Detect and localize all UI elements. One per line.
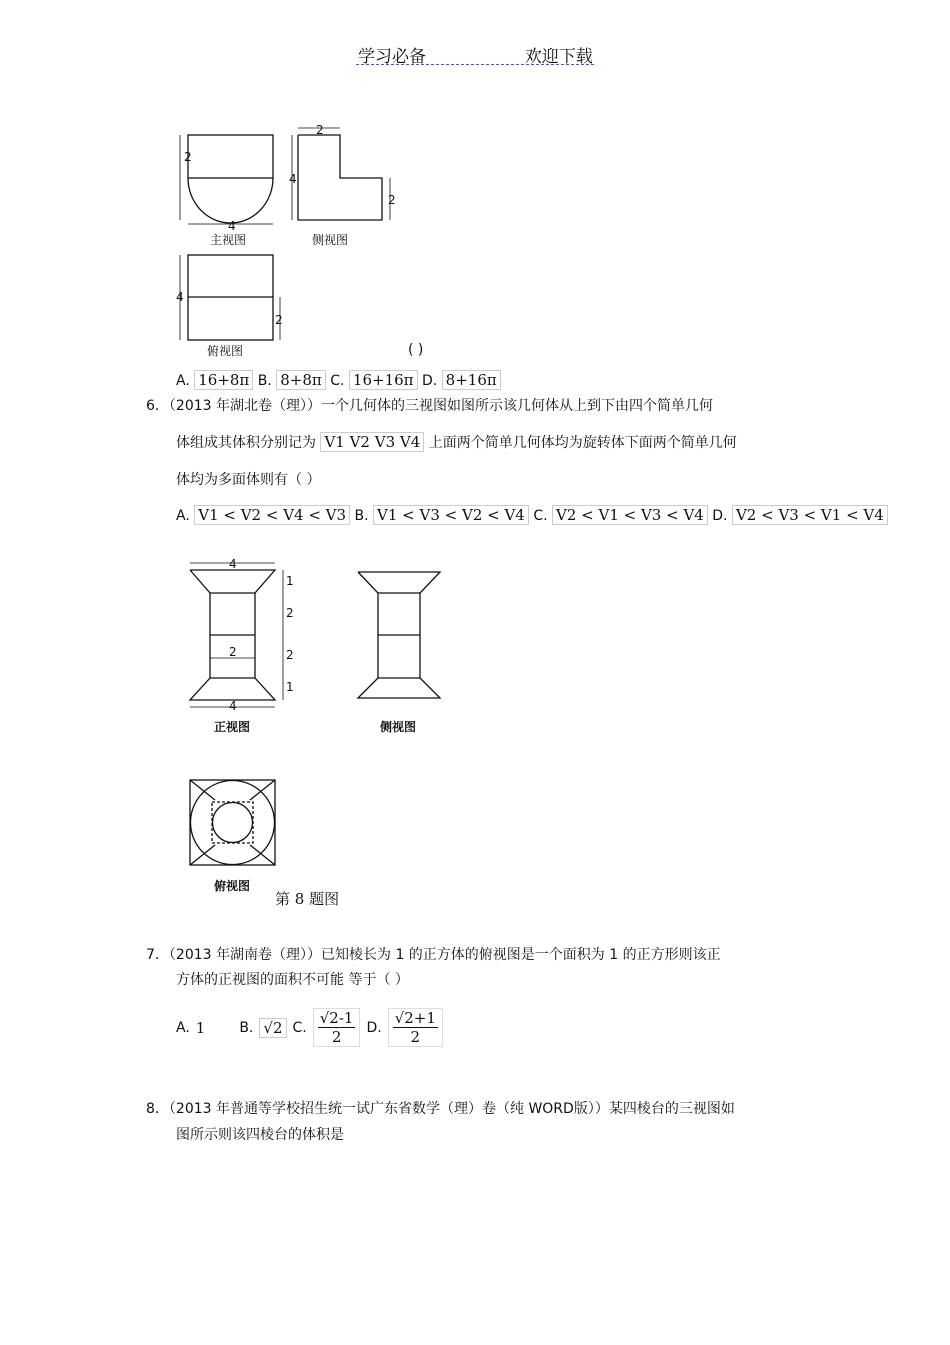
option-a-label: A. — [176, 373, 190, 389]
option-b-label: B. — [239, 1019, 254, 1036]
header-right-text: 欢迎下载 — [524, 47, 593, 67]
q6-options — [176, 505, 888, 525]
figure-caption: 第 8 题图 — [275, 890, 340, 908]
q6-line2-pre: 体组成其体积分别记为 — [176, 435, 316, 451]
option-d-fraction — [388, 1008, 443, 1047]
top-view — [190, 780, 275, 865]
fraction-numerator: √2-1 — [319, 1009, 354, 1027]
dim-label: 4 — [228, 219, 236, 233]
front-view — [180, 135, 273, 224]
q6-volumes: V1 V2 V3 V4 — [320, 432, 424, 452]
dim-label: 2 — [316, 123, 324, 137]
option-a-label: A. — [176, 1019, 190, 1036]
q6-line2-post: 上面两个简单几何体均为旋转体下面两个简单几何 — [428, 435, 737, 451]
dim-label: 2 — [286, 648, 294, 662]
q6-number: 6． — [146, 398, 169, 414]
q6-line1 — [146, 395, 713, 415]
q7-options — [176, 1008, 443, 1047]
front-view-caption: 正视图 — [214, 720, 251, 734]
dim-label: 4 — [229, 699, 237, 713]
option-b-value: √2 — [259, 1018, 286, 1038]
option-c-label: C. — [533, 508, 548, 524]
front-view — [190, 563, 283, 707]
fraction-numerator: √2+1 — [394, 1009, 436, 1027]
top-view-caption: 俯视图 — [214, 879, 251, 893]
side-view — [358, 572, 440, 698]
dim-label: 2 — [184, 150, 192, 164]
front-view-caption: 主视图 — [210, 233, 247, 247]
header-left-text: 学习必备 — [358, 47, 426, 67]
q8-line1 — [146, 1098, 735, 1118]
option-d-label: D. — [366, 1019, 382, 1036]
option-a-value: 1 — [195, 1018, 206, 1037]
top-view-caption: 俯视图 — [207, 344, 244, 358]
q8-line2: 图所示则该四棱台的体积是 — [176, 1127, 344, 1143]
side-view — [292, 128, 390, 220]
header-rule — [356, 64, 594, 65]
q7-line1 — [146, 944, 721, 964]
dim-label: 4 — [176, 290, 184, 304]
side-view-caption: 侧视图 — [312, 233, 349, 247]
q7-number: 7． — [146, 947, 169, 963]
option-b-label: B. — [257, 373, 272, 389]
q8-number: 8． — [146, 1101, 169, 1117]
option-c-label: C. — [292, 1019, 307, 1036]
q6-line3: 体均为多面体则有（ ） — [176, 472, 321, 488]
q6-text: （2013 年湖北卷（理））一个几何体的三视图如图所示该几何体从上到下由四个简单几何 — [168, 398, 713, 414]
dim-label: 1 — [286, 574, 294, 588]
option-c-fraction — [313, 1008, 361, 1047]
q5-options — [176, 370, 501, 390]
q8-text: （2013 年普通等学校招生统一试广东省数学（理）卷（纯 WORD版））某四棱台的三视图如 — [168, 1101, 735, 1117]
q7-text: （2013 年湖南卷（理））已知棱长为 1 的正方体的俯视图是一个面积为 1 的正方形则该正 — [168, 947, 721, 963]
dim-label: 4 — [229, 557, 237, 571]
top-view — [180, 255, 280, 340]
option-d-value: V2 < V3 < V1 < V4 — [732, 505, 888, 525]
answer-paren: ( ) — [408, 342, 424, 358]
dim-label: 2 — [388, 193, 396, 207]
dim-label: 2 — [275, 313, 283, 327]
q7-line2: 方体的正视图的面积不可能 等于（ ） — [176, 972, 409, 988]
option-c-label: C. — [330, 373, 345, 389]
option-b-value: V1 < V3 < V2 < V4 — [373, 505, 529, 525]
option-b-value: 8+8π — [276, 370, 326, 390]
fraction-denominator: 2 — [331, 1028, 342, 1046]
option-d-label: D. — [421, 373, 438, 389]
option-a-label: A. — [176, 508, 190, 524]
option-c-value: 16+16π — [349, 370, 418, 390]
fraction-denominator: 2 — [410, 1028, 421, 1046]
q6-line2 — [176, 432, 737, 452]
dim-label: 2 — [229, 645, 237, 659]
side-view-caption: 侧视图 — [380, 720, 417, 734]
dim-label: 1 — [286, 680, 294, 694]
option-c-value: V2 < V1 < V3 < V4 — [552, 505, 708, 525]
option-b-label: B. — [354, 508, 369, 524]
option-a-value: V1 < V2 < V4 < V3 — [194, 505, 350, 525]
option-d-value: 8+16π — [442, 370, 501, 390]
q6-three-view-figure — [180, 555, 480, 915]
option-a-value: 16+8π — [194, 370, 253, 390]
dim-label: 4 — [289, 172, 297, 186]
option-d-label: D. — [712, 508, 728, 524]
dim-label: 2 — [286, 606, 294, 620]
